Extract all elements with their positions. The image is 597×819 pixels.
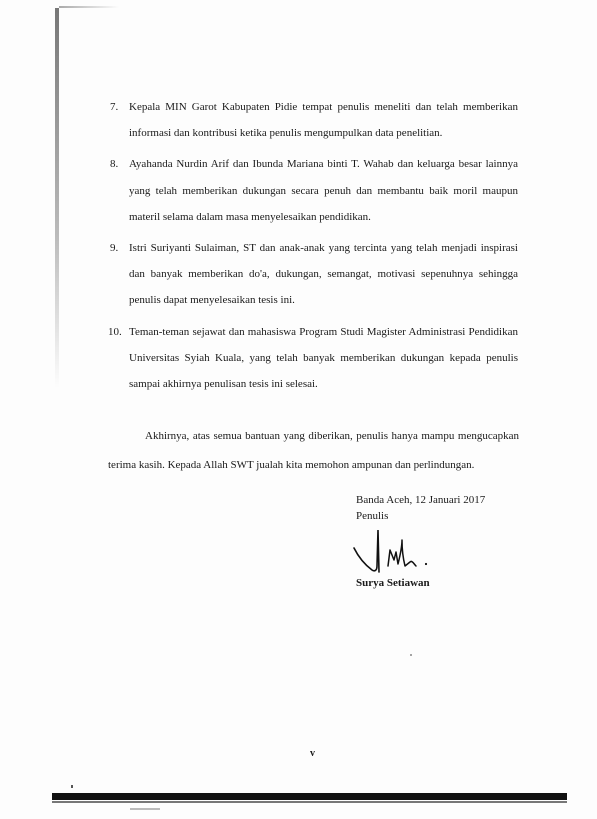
list-item-text: Teman-teman sejawat dan mahasiswa Program Studi Magister Administrasi Pendidikan Universitas Syiah Kuala, yang telah banyak memberikan dukungan kepada penulis sampai akhirnya penulisan tesis ini selesai.: [129, 325, 518, 391]
list-item-text: Ayahanda Nurdin Arif dan Ibunda Mariana binti T. Wahab dan keluarga besar lainnya yang telah memberikan dukungan secara penuh dan membantu baik moril maupun materil selama dalam masa menyelesaikan pendidikan.: [129, 158, 518, 223]
signature-block: [356, 492, 485, 524]
scan-edge-shadow: [55, 8, 59, 388]
signer-name: Surya Setiawan: [356, 577, 430, 589]
list-item-text: Istri Suriyanti Sulaiman, ST dan anak-anak yang tercinta yang telah menjadi inspirasi dan banyak memberikan do'a, dukungan, semangat, motivasi sepenuhnya sehingga penulis dapat menyelesaikan tesis ini.: [129, 242, 518, 307]
page-number: v: [310, 748, 315, 759]
closing-paragraph: Akhirnya, atas semua bantuan yang diberikan, penulis hanya mampu mengucapkan terima kasih. Kepada Allah SWT jualah kita memohon ampunan dan perlindungan.: [108, 430, 519, 471]
scan-top-shadow: [59, 6, 119, 8]
signer-role: Penulis: [356, 510, 389, 522]
place-date: Banda Aceh, 12 Januari 2017: [356, 494, 486, 506]
list-item: [108, 94, 518, 146]
list-item-text: Kepala MIN Garot Kabupaten Pidie tempat penulis meneliti dan telah memberikan informasi dan kontribusi ketika penulis mengumpulkan data penelitian.: [129, 101, 518, 140]
scan-speck: [410, 654, 412, 656]
list-item: [108, 235, 518, 314]
list-item: [108, 319, 518, 398]
list-item-number: 9.: [110, 242, 119, 255]
list-item: [108, 151, 518, 230]
acknowledgement-list: [108, 94, 518, 402]
scan-bottom-edge: [52, 793, 567, 800]
list-item-number: 8.: [110, 158, 119, 171]
scan-smudge: [130, 808, 160, 810]
scan-bottom-edge-shadow: [52, 801, 567, 803]
list-item-number: 10.: [108, 325, 122, 338]
list-item-number: 7.: [110, 101, 119, 113]
scan-speck: [71, 785, 73, 788]
